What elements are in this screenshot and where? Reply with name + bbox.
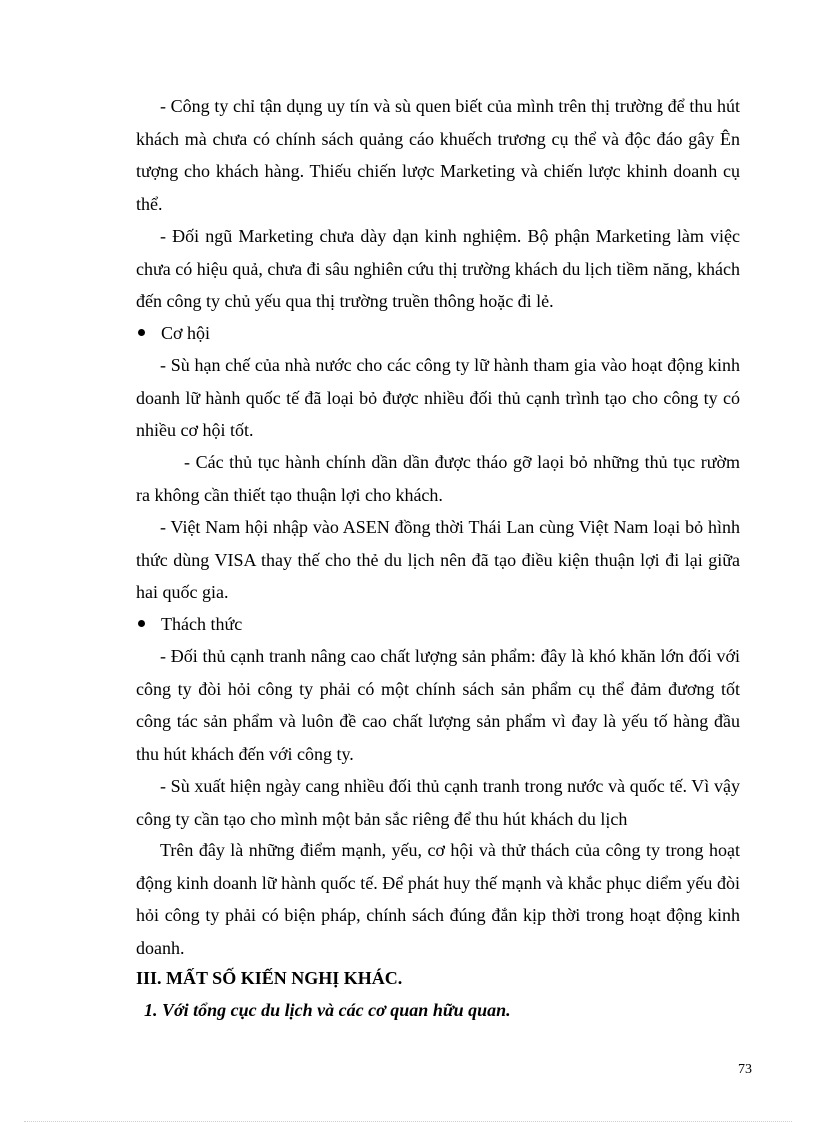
bullet-opportunities (138, 317, 210, 349)
bullet-dot-icon (138, 620, 145, 627)
paragraph-weakness-advertising: - Công ty chỉ tận dụng uy tín và sù quen biết của mình trên thị trường để thu hút khách mà chưa có chính sách quảng cáo khuếch trương cụ thể và độc đáo gây Ên tượng cho khách hàng. Thiếu chiến lược Marketing và chiến lược khinh doanh cụ thể. (136, 96, 740, 214)
paragraph-opportunity-restrictions: - Sù hạn chế của nhà nước cho các công ty lữ hành tham gia vào hoạt động kinh doanh lữ hành quốc tế đã loại bỏ được nhiều đối thủ cạnh trình tạo cho công ty có nhiều cơ hội tốt. (136, 355, 740, 440)
paragraph-opportunity-asean: - Việt Nam hội nhập vào ASEN đồng thời Thái Lan cùng Việt Nam loại bỏ hình thức dùng VISA thay thế cho thẻ du lịch nên đã tạo điều kiện thuận lợi đi lại giữa hai quốc gia. (136, 517, 740, 602)
subsection-heading: 1. Với tổng cục du lịch và các cơ quan hữu quan. (144, 1000, 511, 1020)
section-heading: III. MẤT SỐ KIẾN NGHỊ KHÁC. (136, 968, 403, 988)
bullet-challenges-label: Thách thức (161, 614, 243, 634)
paragraph-challenge-quality: - Đối thủ cạnh tranh nâng cao chất lượng sản phẩm: đây là khó khăn lớn đối với công ty đòi hỏi công ty phải có một chính sách sản phẩm cụ thể đảm đương tốt công tác sản phẩm và luôn đề cao chất lượng sản phẩm vì đay là yếu tố hàng đầu thu hút khách đến với công ty. (136, 646, 740, 764)
paragraph-summary: Trên đây là những điểm mạnh, yếu, cơ hội và thử thách của công ty trong hoạt động kinh doanh lữ hành quốc tế. Để phát huy thế mạnh và khắc phục diểm yếu đòi hỏi công ty phải có biện pháp, chính sách đúng đắn kịp thời trong hoạt động kinh doanh. (136, 840, 740, 958)
bullet-challenges (138, 608, 242, 640)
bullet-opportunities-label: Cơ hội (161, 323, 211, 343)
page-bottom-divider (24, 1121, 792, 1122)
paragraph-challenge-competitors: - Sù xuất hiện ngày cang nhiều đối thủ cạnh tranh trong nước và quốc tế. Vì vậy công ty cần tạo cho mình một bản sắc riêng để thu hút khách du lịch (136, 776, 740, 829)
paragraph-weakness-marketing: - Đối ngũ Marketing chưa dày dạn kinh nghiệm. Bộ phận Marketing làm việc chưa có hiệu quả, chưa đi sâu nghiên cứu thị trường khách du lịch tiềm năng, khách đến công ty chủ yếu qua thị trường truền thông hoặc đi lẻ. (136, 226, 740, 311)
page-number: 73 (738, 1062, 752, 1077)
paragraph-opportunity-procedures: - Các thủ tục hành chính dần dần được tháo gỡ laọi bỏ những thủ tục rườm ra không cần thiết tạo thuận lợi cho khách. (136, 452, 740, 505)
bullet-dot-icon (138, 329, 145, 336)
